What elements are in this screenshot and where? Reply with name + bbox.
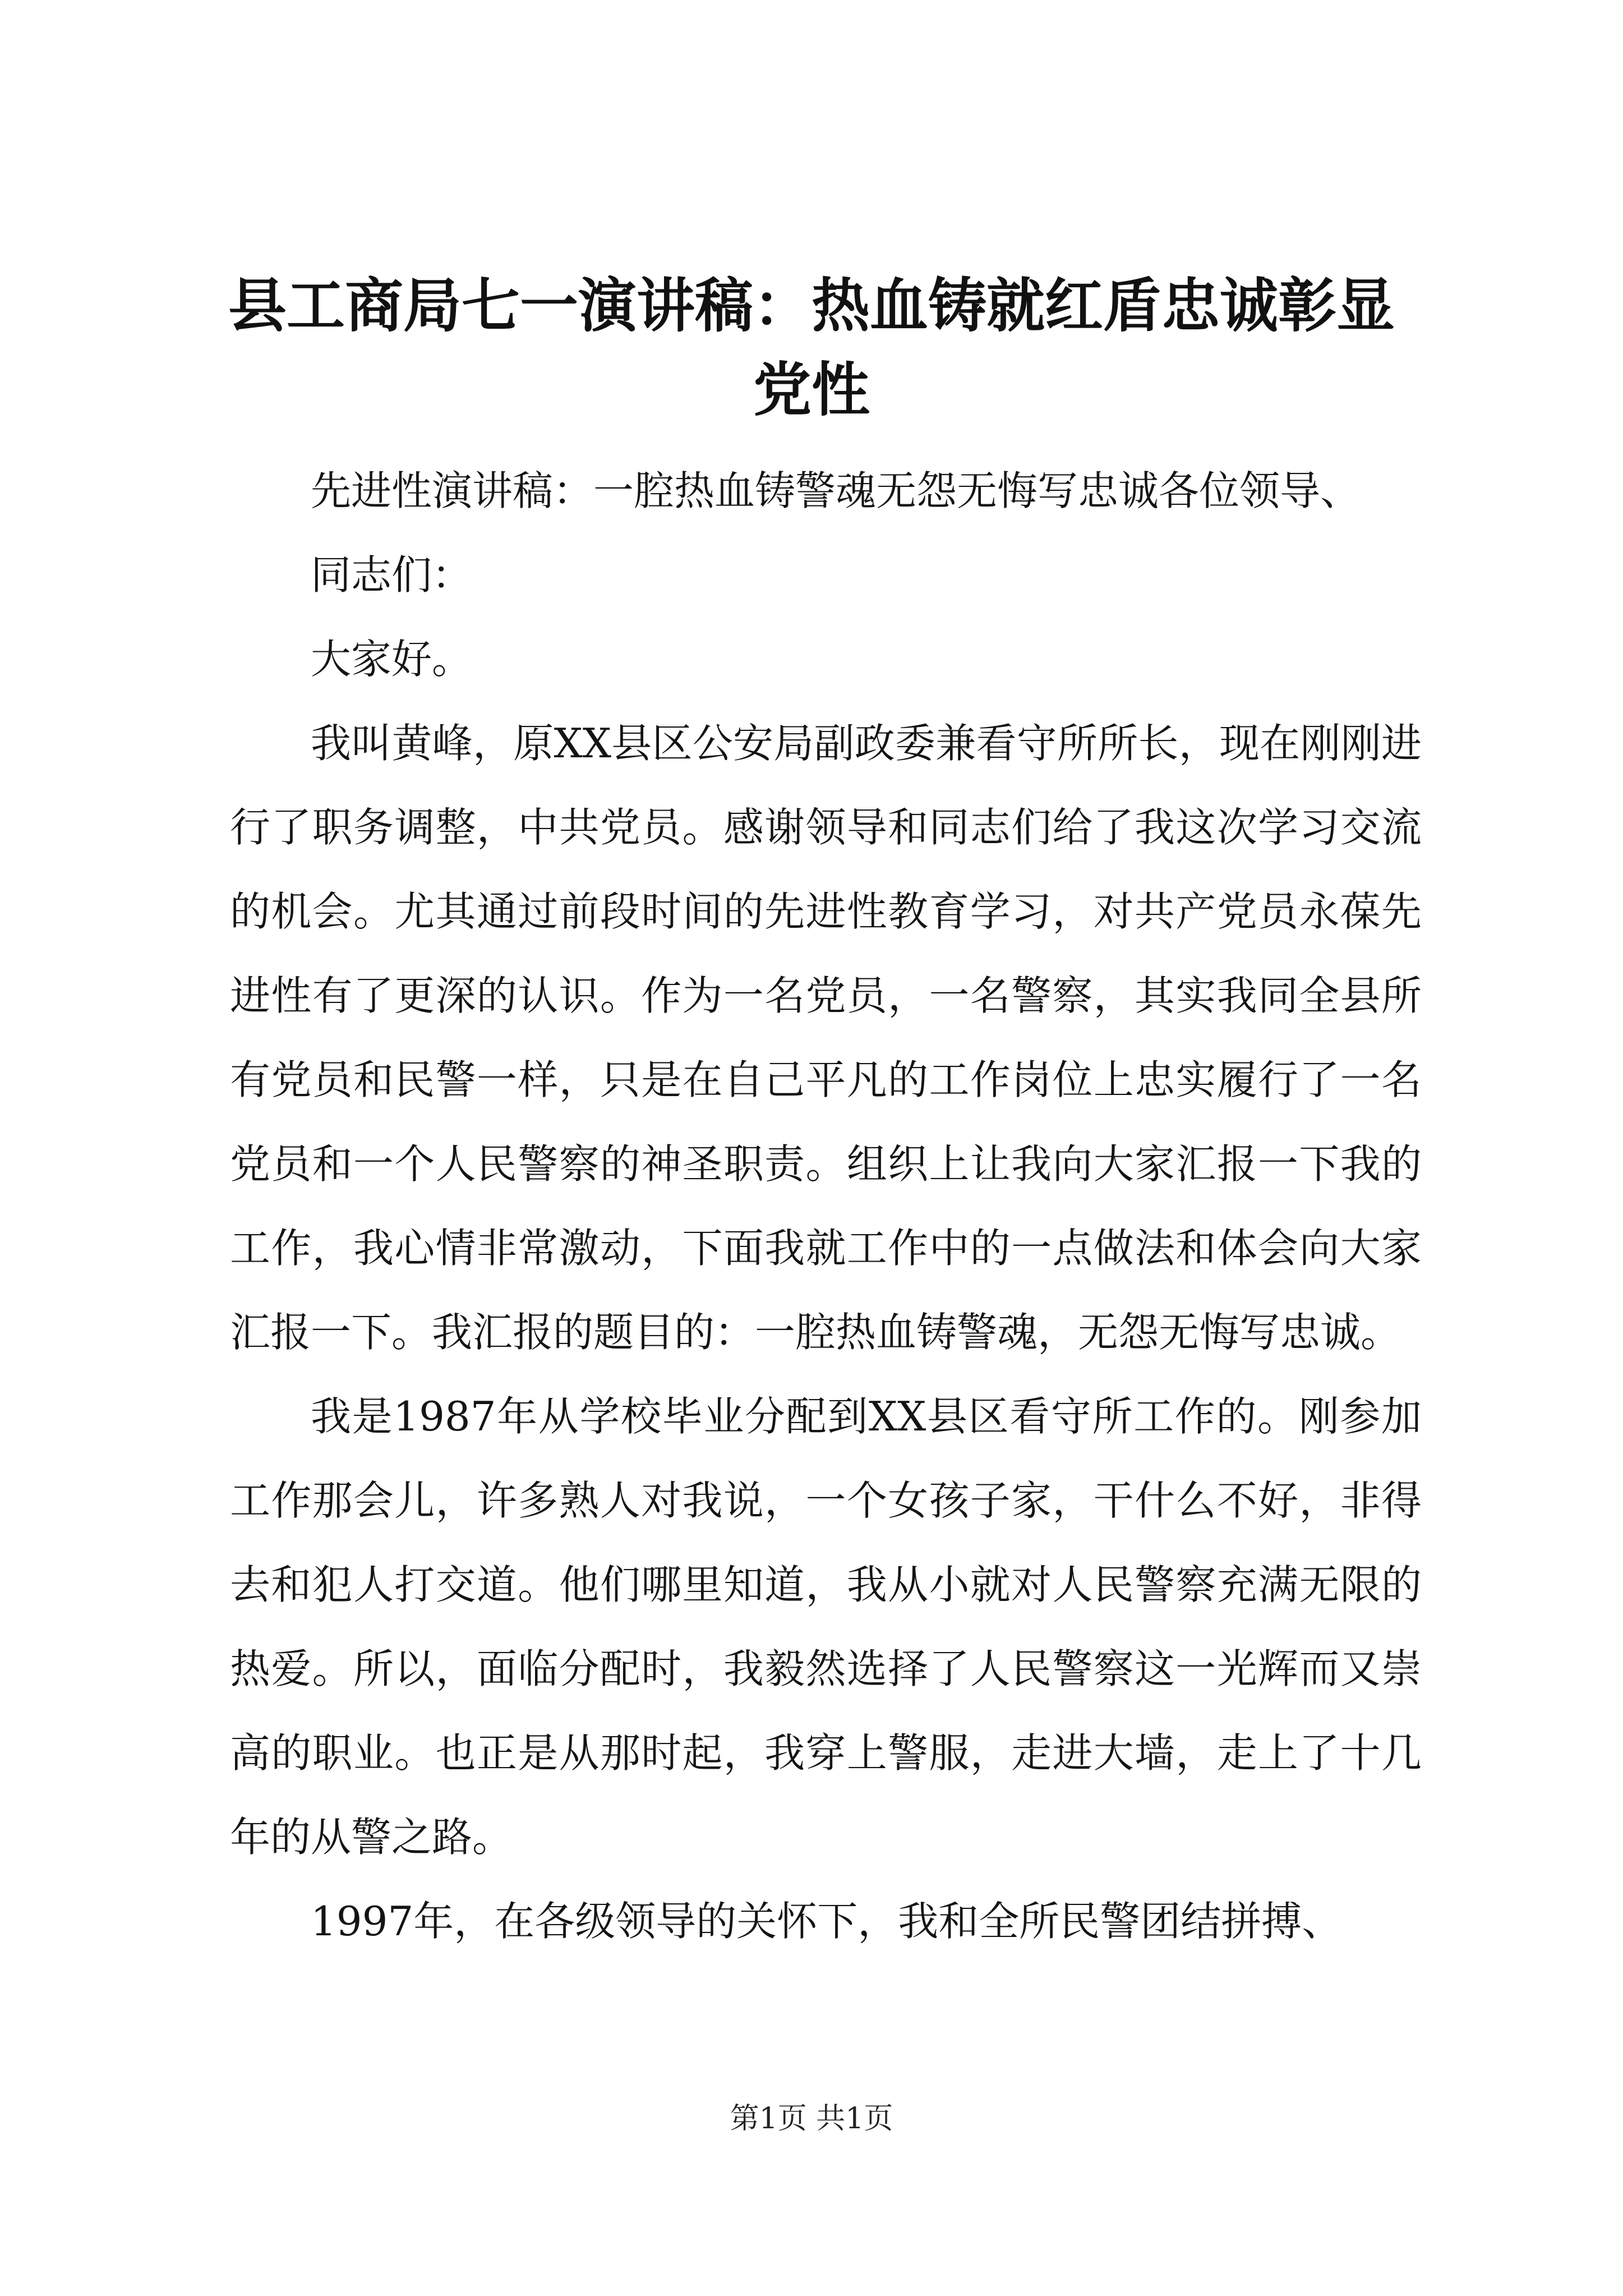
paragraph: 我叫黄峰，原XX县区公安局副政委兼看守所所长，现在刚刚进行了职务调整，中共党员。感谢领导和同志们给了我这次学习交流的机会。尤其通过前段时间的先进性教育学习，对共产党员永葆先进性有了更深的认识。作为一名党员，一名警察，其实我同全县所有党员和民警一样，只是在自己平凡的工作岗位上忠实履行了一名党员和一个人民警察的神圣职责。组织上让我向大家汇报一下我的工作，我心情非常激动，下面我就工作中的一点做法和体会向大家汇报一下。我汇报的题目的：一腔热血铸警魂，无怨无悔写忠诚。 xyxy=(230,720,1422,1356)
document-title: 县工商局七一演讲稿：热血铸就红盾忠诚彰显党性 xyxy=(228,271,1395,424)
paragraph: 我是1987年从学校毕业分配到XX县区看守所工作的。刚参加工作那会儿，许多熟人对我说，一个女孩子家，干什么不好，非得去和犯人打交道。他们哪里知道，我从小就对人民警察充满无限的热爱。所以，面临分配时，我毅然选择了人民警察这一光辉而又崇高的职业。也正是从那时起，我穿上警服，走进大墙，走上了十几年的从警之路。 xyxy=(230,1393,1422,1861)
page-number-footer: 第1页 共1页 xyxy=(730,2102,893,2136)
paragraph: 1997年，在各级领导的关怀下，我和全所民警团结拼搏、 xyxy=(311,1898,1343,1945)
document-body xyxy=(230,449,1422,1963)
paragraph: 同志们： xyxy=(311,551,473,599)
paragraph: 大家好。 xyxy=(311,636,473,683)
paragraph: 先进性演讲稿：一腔热血铸警魂无怨无悔写忠诚各位领导、 xyxy=(311,467,1361,514)
